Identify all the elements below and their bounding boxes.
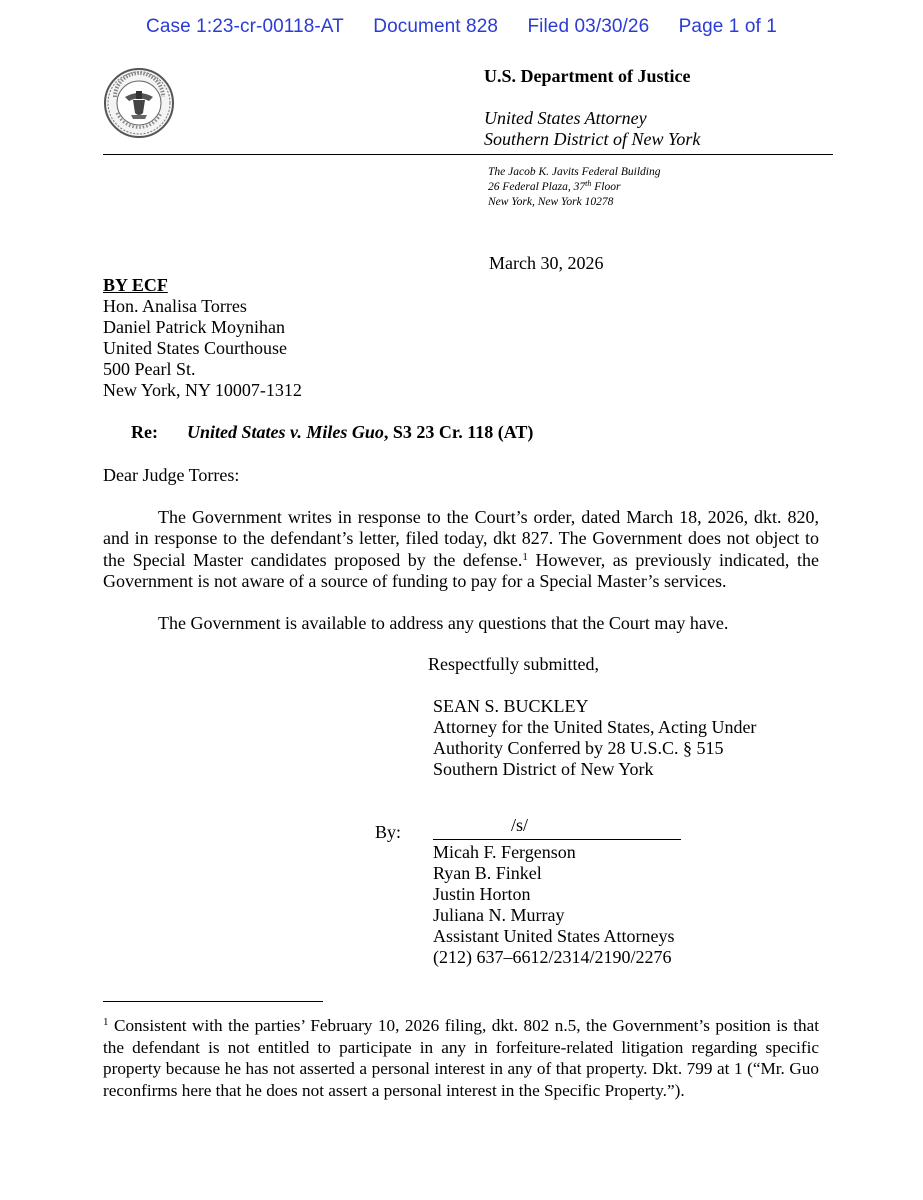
filed-date: Filed 03/30/26 xyxy=(527,16,650,37)
delivery-method: BY ECF xyxy=(103,275,168,295)
electronic-signature: /s/ xyxy=(511,815,529,835)
footnote-number: 1 xyxy=(103,1016,109,1028)
re-label: Re: xyxy=(131,422,158,442)
case-number: Case 1:23-cr-00118-AT xyxy=(146,16,344,37)
footnote-1: $^1$ Consistent with the parties’ February 10, 2026 filing, dkt. 802 n.5, the Government’s position is that the defendant is not entitled to participate in any in forfeiture-related litigation regarding specific property because he has not asserted a personal interest in any of that property. Dkt. 799 at 1 (“Mr. Guo reconfirms here that he does not assert a personal interest in the Specific Property.”). xyxy=(103,1016,819,1100)
signer-name: Justin Horton xyxy=(433,884,531,904)
re-case xyxy=(187,422,533,443)
signer-title: Assistant United States Attorneys xyxy=(433,926,675,946)
body-paragraph-2: The Government is available to address any questions that the Court may have. xyxy=(158,613,729,633)
us-attorney-district: Southern District of New York xyxy=(433,759,654,779)
recipient-line: 500 Pearl St. xyxy=(103,359,196,379)
us-attorney-title: Attorney for the United States, Acting Under xyxy=(433,717,757,737)
recipient-line: Hon. Analisa Torres xyxy=(103,296,247,316)
doj-seal-icon xyxy=(103,67,175,139)
recipient-line: United States Courthouse xyxy=(103,338,287,358)
letter-date: March 30, 2026 xyxy=(489,253,604,273)
office-line-2: Southern District of New York xyxy=(484,129,701,149)
body-paragraph-1: The Government writes in response to the Court’s order, dated March 18, 2026, dkt. 820, and in response to the defendant’s letter, filed today, dkt 827. The Government does not object to the Special Master candidates proposed by the defense.$^1$ However, as previously indicated, the Government is not aware of a source of funding to pay for a Special Master’s services. xyxy=(103,507,819,591)
address-line-3: New York, New York 10278 xyxy=(488,196,614,208)
address-line-1: The Jacob K. Javits Federal Building xyxy=(488,166,661,178)
salutation: Dear Judge Torres: xyxy=(103,465,240,485)
document-number: Document 828 xyxy=(373,16,499,37)
signer-name: Micah F. Fergenson xyxy=(433,842,576,862)
by-label: By: xyxy=(375,822,402,842)
footnote-divider xyxy=(103,1001,323,1002)
signer-name: Juliana N. Murray xyxy=(433,905,565,925)
recipient-line: New York, NY 10007-1312 xyxy=(103,380,302,400)
case-docket: , S3 23 Cr. 118 (AT) xyxy=(383,422,534,442)
office-line-1: United States Attorney xyxy=(484,108,647,128)
address-line-2: 26 Federal Plaza, 37th Floor xyxy=(488,179,621,193)
agency-name: U.S. Department of Justice xyxy=(484,66,691,86)
signer-phone: (212) 637–6612/2314/2190/2276 xyxy=(433,947,672,967)
footnote-reference: 1 xyxy=(522,550,528,563)
signer-name: Ryan B. Finkel xyxy=(433,863,542,883)
letterhead-divider xyxy=(103,154,833,155)
respectfully-submitted: Respectfully submitted, xyxy=(428,654,599,674)
ecf-filing-header xyxy=(0,16,923,38)
page-number: Page 1 of 1 xyxy=(678,16,777,37)
recipient-line: Daniel Patrick Moynihan xyxy=(103,317,285,337)
us-attorney-name: SEAN S. BUCKLEY xyxy=(433,696,589,716)
signature-line xyxy=(433,839,681,840)
us-attorney-title: Authority Conferred by 28 U.S.C. § 515 xyxy=(433,738,724,758)
case-name: United States v. Miles Guo xyxy=(187,422,384,442)
